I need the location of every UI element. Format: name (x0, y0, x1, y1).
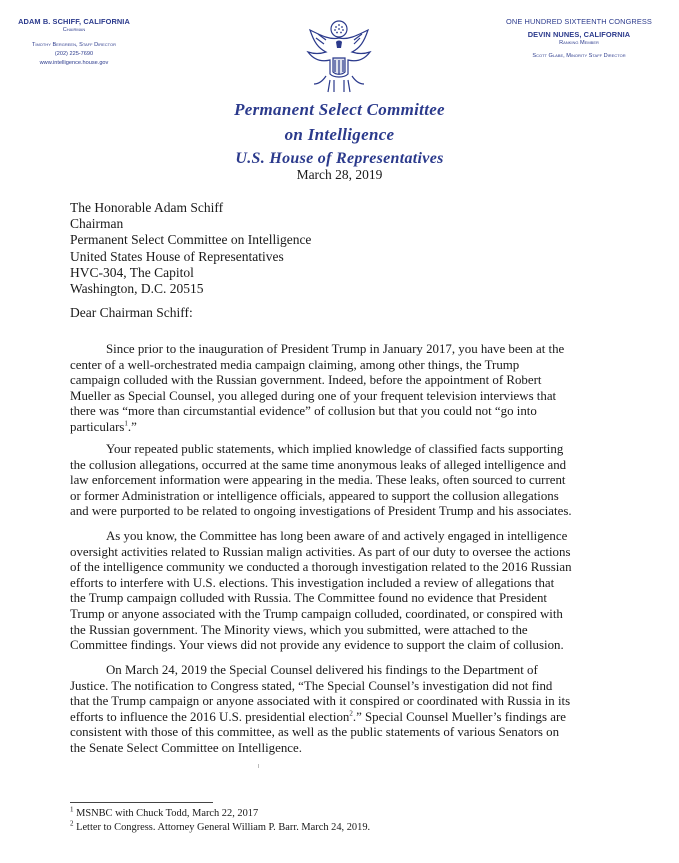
phone-number: (202) 225-7690 (54, 51, 94, 57)
minority-staff-director: Scott Glabe, Minority Staff Director (532, 53, 626, 59)
footnote-text: Letter to Congress. Attorney General William P. Barr. March 24, 2019. (73, 822, 371, 833)
congress-label: ONE HUNDRED SIXTEENTH CONGRESS (506, 17, 652, 26)
footnote-divider (70, 802, 213, 803)
footnote-text: MSNBC with Chuck Todd, March 22, 2017 (73, 808, 259, 819)
paragraph-line: center of a well-orchestrated media campaign claiming, among other things, the Trump (70, 357, 520, 372)
paragraph-line: efforts to interfere with U.S. elections. This investigation included a review of allegations that (70, 575, 555, 590)
chairman-name: ADAM B. SCHIFF, CALIFORNIA (18, 17, 130, 26)
paragraph-text: efforts to influence the 2016 U.S. presidential election (70, 709, 350, 724)
paragraph-line: and were purported to be related to ongoing investigations of President Trump and his associates. (70, 504, 572, 519)
paragraph-line: Justice. The notification to Congress stated, “The Special Counsel’s investigation did not find (70, 678, 553, 693)
scan-mark (258, 764, 259, 768)
footnote-2 (70, 819, 371, 833)
paragraph-line: campaign colluded with the Russian government. Indeed, before the appointment of Robert (70, 373, 542, 388)
us-eagle-seal-icon (300, 18, 378, 96)
recipient-address-block (70, 200, 311, 297)
letterhead-ranking-member-block (506, 17, 652, 61)
ranking-member-title: Ranking Member (559, 40, 599, 46)
ranking-member-name: DEVIN NUNES, CALIFORNIA (527, 30, 631, 39)
paragraph-line: Since prior to the inauguration of President Trump in January 2017, you have been at the (106, 342, 565, 356)
committee-name-line2: on Intelligence (284, 125, 395, 144)
footnote-1 (70, 805, 259, 819)
recipient-line: The Honorable Adam Schiff (70, 200, 224, 215)
paragraph-line: As you know, the Committee has long been aware of and actively engaged in intelligence (106, 529, 568, 543)
letterhead-chairman-block (14, 17, 134, 68)
paragraph-line: the collusion allegations, occurred at the same time anonymous leaks of alleged intelligence and (70, 457, 567, 472)
paragraph-line: Mueller as Special Counsel, you alleged during one of your frequent television interviews that (70, 388, 557, 403)
paragraph-text: .” Special Counsel Mueller’s findings are (352, 709, 566, 724)
recipient-line: Washington, D.C. 20515 (70, 281, 204, 297)
paragraph-line: the Trump campaign colluded with Russia. The Committee found no evidence that President (70, 591, 547, 606)
paragraph-line: law enforcement information were appearing in the media. These leaks, often sourced to current (70, 473, 566, 488)
paragraph-3 (70, 529, 606, 654)
committee-name-line1: Permanent Select Committee (234, 100, 445, 119)
paragraph-4 (70, 663, 606, 757)
footnote-mark: 2 (70, 819, 74, 828)
letter-date: March 28, 2019 (296, 167, 383, 182)
paragraph-line: On March 24, 2019 the Special Counsel delivered his findings to the Department of (106, 663, 538, 677)
chairman-title: Chairman (62, 27, 86, 33)
footnote-ref-2: 2 (349, 709, 353, 718)
footnote-mark: 1 (70, 805, 74, 814)
paragraph-line: oversight activities related to Russian malign activities. As part of our duty to oversee the actions (70, 544, 571, 559)
paragraph-text: particulars (70, 419, 125, 434)
paragraph-2 (70, 442, 606, 520)
recipient-line: HVC-304, The Capitol (70, 264, 194, 280)
paragraph-line: or former Administration or intelligence officials, appeared to support the collusion allegations (70, 488, 559, 503)
recipient-line: Chairman (70, 216, 124, 232)
paragraph-line: there was “more than circumstantial evidence” of collusion but that you could not “go into (70, 404, 537, 419)
recipient-line: United States House of Representatives (70, 248, 284, 264)
staff-director: Timothy Bergreen, Staff Director (31, 42, 117, 48)
paragraph-text: .” (127, 419, 137, 434)
paragraph-line: Committee findings. Your views did not provide any evidence to support the claim of collusion. (70, 638, 564, 653)
committee-name-line3: U.S. House of Representatives (235, 150, 444, 167)
paragraph-line: the Russian government. The Minority views, which you submitted, were attached to the (70, 622, 528, 637)
paragraph-line: of the intelligence community we conducted a thorough investigation related to the 2016 Russian (70, 560, 572, 575)
paragraph-line: Your repeated public statements, which implied knowledge of classified facts supporting (106, 442, 564, 456)
paragraph-1 (70, 342, 606, 436)
paragraph-line: Trump or anyone associated with the Trump campaign colluded, coordinated, or conspired with (70, 606, 563, 621)
paragraph-line: the Senate Select Committee on Intelligence. (70, 740, 302, 755)
salutation: Dear Chairman Schiff: (70, 305, 193, 320)
website: www.intelligence.house.gov (39, 60, 109, 66)
recipient-line: Permanent Select Committee on Intelligence (70, 232, 312, 248)
paragraph-line (70, 710, 606, 726)
paragraph-line: consistent with those of this committee, as well as the public statements of various Senators on (70, 725, 560, 740)
paragraph-line (70, 420, 606, 436)
footnote-ref-1: 1 (124, 419, 128, 428)
paragraph-line: that the Trump campaign or anyone associated with it conspired or coordinated with Russia in its (70, 694, 571, 709)
